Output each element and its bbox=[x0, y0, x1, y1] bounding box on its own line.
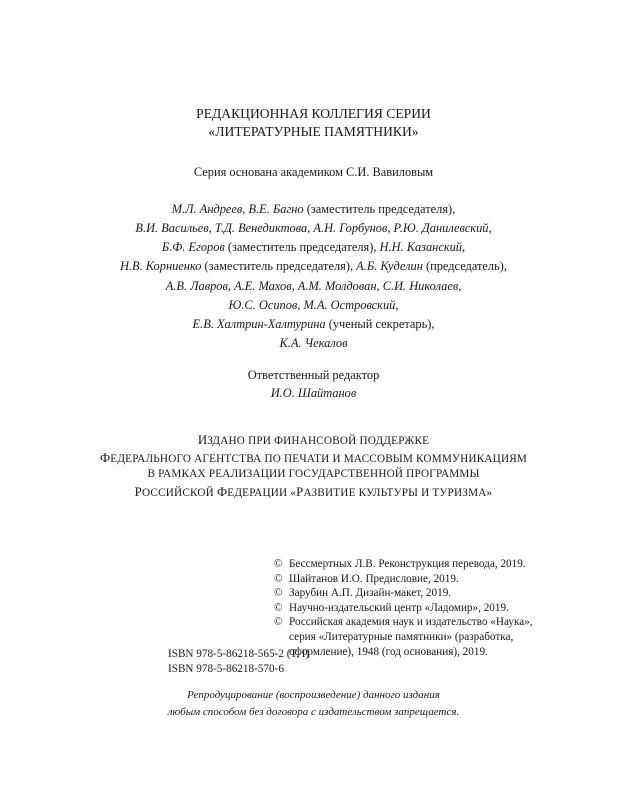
rights-line2: любым способом без договора с издательством запрещается. bbox=[167, 706, 460, 718]
member-names: К.А. Чекалов bbox=[279, 336, 348, 350]
member-names: А.Б. Куделин bbox=[356, 259, 423, 273]
member-names: Ю.С. Осипов, М.А. Островский, bbox=[228, 298, 399, 312]
board-member-line bbox=[0, 279, 627, 294]
isbn-block bbox=[168, 647, 309, 677]
editor-name: И.О. Шайтанов bbox=[270, 386, 357, 400]
support-line3: В РАМКАХ РЕАЛИЗАЦИИ ГОСУДАРСТВЕННОЙ ПРОГРАММЫ bbox=[147, 468, 480, 480]
board-heading-line2: «ЛИТЕРАТУРНЫЕ ПАМЯТНИКИ» bbox=[208, 124, 419, 139]
copyright-symbol: © bbox=[274, 572, 283, 585]
board-member-line bbox=[0, 317, 627, 332]
member-role: (председатель), bbox=[422, 259, 507, 273]
member-names: Б.Ф. Егоров bbox=[161, 240, 225, 254]
board-member-line bbox=[0, 298, 627, 313]
board-member-line bbox=[0, 336, 627, 351]
copyright-item bbox=[274, 601, 554, 616]
member-role: (заместитель председателя), bbox=[303, 202, 456, 216]
board-member-line bbox=[0, 221, 627, 236]
member-role: (ученый секретарь), bbox=[325, 317, 435, 331]
isbn-line2: ISBN 978-5-86218-570-6 bbox=[168, 663, 284, 675]
copyright-text: Бессмертных Л.В. Реконструкция перевода, 2019. bbox=[289, 558, 526, 570]
copyright-text: Шайтанов И.О. Предисловие, 2019. bbox=[289, 572, 459, 585]
copyright-text: Зарубин А.П. Дизайн-макет, 2019. bbox=[289, 587, 452, 600]
rights-line1: Репродуцирование (воспроизведение) данного издания bbox=[187, 689, 440, 701]
support-line2: ФЕДЕРАЛЬНОГО АГЕНТСТВА ПО ПЕЧАТИ И МАССОВЫМ КОММУНИКАЦИЯМ bbox=[99, 451, 528, 465]
support-line4: РОССИЙСКОЙ ФЕДЕРАЦИИ «РАЗВИТИЕ КУЛЬТУРЫ И ТУРИЗМА» bbox=[134, 485, 493, 499]
copyright-symbol: © bbox=[274, 601, 283, 614]
board-heading-line1: РЕДАКЦИОННАЯ КОЛЛЕГИЯ СЕРИИ bbox=[196, 106, 431, 121]
copyright-item bbox=[274, 572, 554, 587]
copyright-text: Российская академия наук и издательство «Наука», серия «Литературные памятники» (разработка, оформление), 1948 (год основания), 2019. bbox=[289, 616, 533, 658]
copyright-notices bbox=[274, 557, 554, 659]
support-line1: ИЗДАНО ПРИ ФИНАНСОВОЙ ПОДДЕРЖКЕ bbox=[197, 433, 430, 447]
copyright-symbol: © bbox=[274, 587, 283, 600]
member-names: Е.В. Халтрин-Халтурина bbox=[192, 317, 326, 331]
member-names: А.В. Лавров, А.Е. Махов, А.М. Молдован, С.И. Николаев, bbox=[165, 279, 462, 293]
board-member-line bbox=[0, 202, 627, 217]
member-names: В.И. Васильев, Т.Д. Венедиктова, А.Н. Горбунов, Р.Ю. Данилевский, bbox=[135, 221, 492, 235]
copyright-text: Научно-издательский центр «Ладомир», 2019. bbox=[289, 601, 509, 614]
member-role: (заместитель председателя), bbox=[201, 259, 357, 273]
board-member-line bbox=[0, 259, 627, 274]
series-founded: Серия основана академиком С.И. Вавиловым bbox=[193, 165, 434, 179]
member-names: М.Л. Андреев, В.Е. Багно bbox=[171, 202, 304, 216]
copyright-item bbox=[274, 557, 554, 572]
copyright-item bbox=[274, 586, 554, 601]
member-role: (заместитель председателя), bbox=[224, 240, 380, 254]
member-names: Н.В. Корниенко bbox=[119, 259, 202, 273]
copyright-symbol: © bbox=[274, 616, 283, 629]
copyright-symbol: © bbox=[274, 558, 283, 570]
copyright-item bbox=[274, 615, 554, 659]
isbn-line1: ISBN 978-5-86218-565-2 (Т. I) bbox=[168, 648, 310, 660]
editor-role: Ответственный редактор bbox=[247, 368, 380, 382]
member-names: Н.Н. Казанский, bbox=[379, 240, 466, 254]
board-member-line bbox=[0, 240, 627, 255]
